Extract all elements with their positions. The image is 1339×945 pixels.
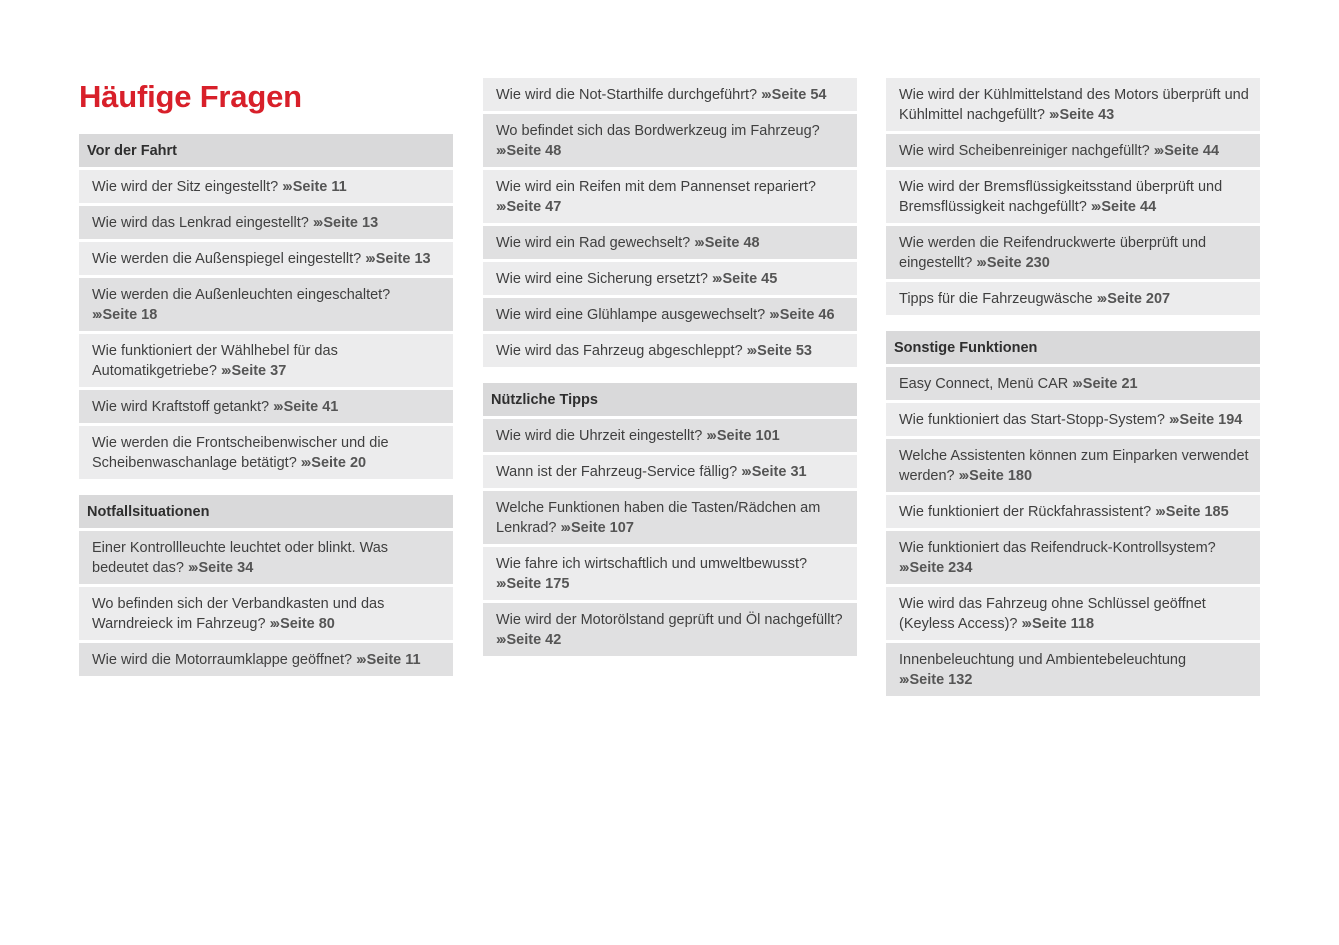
column-1 [79, 134, 453, 692]
faq-question: Wie wird das Fahrzeug abgeschleppt? [496, 343, 743, 359]
faq-item[interactable] [483, 547, 857, 600]
faq-question: Wie werden die Außenspiegel eingestellt? [92, 251, 362, 267]
faq-item[interactable] [886, 282, 1260, 315]
reference-arrow-icon: ››› [899, 560, 908, 576]
page-reference-link[interactable] [273, 399, 338, 415]
page-number: Seite 20 [311, 455, 367, 471]
page-reference-link[interactable] [496, 576, 569, 592]
reference-arrow-icon: ››› [958, 468, 968, 484]
faq-question: Wann ist der Fahrzeug-Service fällig? [496, 464, 738, 480]
page-number: Seite 107 [571, 520, 634, 536]
faq-item[interactable] [886, 170, 1260, 223]
page-number: Seite 18 [102, 307, 158, 323]
page-reference-link[interactable] [747, 343, 812, 359]
page-reference-link[interactable] [706, 428, 779, 444]
page-number: Seite 37 [231, 363, 287, 379]
faq-question: Wie wird ein Rad gewechselt? [496, 235, 691, 251]
faq-item[interactable] [483, 298, 857, 331]
faq-item[interactable] [886, 587, 1260, 640]
faq-question: Wie funktioniert der Wählhebel für das Automatikgetriebe? [92, 343, 338, 379]
page-number: Seite 44 [1164, 143, 1220, 159]
faq-question: Wie wird das Fahrzeug ohne Schlüssel geöffnet (Keyless Access)? [899, 596, 1206, 632]
page-number: Seite 45 [722, 271, 778, 287]
faq-item[interactable] [483, 170, 857, 223]
page-reference-link[interactable] [694, 235, 759, 251]
page-number: Seite 175 [506, 576, 570, 592]
faq-question: Wie wird Kraftstoff getankt? [92, 399, 270, 415]
reference-arrow-icon: ››› [899, 672, 908, 688]
faq-question: Wie wird der Motorölstand geprüft und Öl nachgefüllt? [496, 612, 843, 628]
faq-question: Wie funktioniert das Start-Stopp-System? [899, 412, 1165, 428]
reference-arrow-icon: ››› [694, 235, 703, 251]
faq-section [79, 134, 453, 479]
faq-question: Wie funktioniert der Rückfahrassistent? [899, 504, 1152, 520]
faq-question: Wie wird eine Glühlampe ausgewechselt? [496, 307, 766, 323]
page-number: Seite 101 [716, 428, 780, 444]
page-number: Seite 234 [909, 560, 973, 576]
reference-arrow-icon: ››› [187, 560, 197, 576]
page-reference-link[interactable] [221, 363, 286, 379]
page-number: Seite 54 [771, 87, 827, 103]
column-3 [886, 78, 1260, 712]
reference-arrow-icon: ››› [496, 199, 505, 215]
section-header: Sonstige Funktionen [886, 331, 1260, 364]
faq-question: Wo befinden sich der Verbandkasten und das Warndreieck im Fahrzeug? [92, 596, 385, 632]
reference-arrow-icon: ››› [1021, 616, 1030, 632]
page-reference-link[interactable] [496, 143, 561, 159]
faq-item[interactable] [483, 114, 857, 167]
reference-arrow-icon: ››› [1168, 412, 1178, 428]
page-number: Seite 44 [1101, 199, 1157, 215]
faq-item[interactable] [79, 206, 453, 239]
faq-item[interactable] [483, 455, 857, 488]
page-number: Seite 48 [506, 143, 562, 159]
page-number: Seite 11 [366, 652, 421, 668]
faq-item[interactable] [886, 134, 1260, 167]
faq-item[interactable] [483, 603, 857, 656]
page-reference-link[interactable] [92, 307, 157, 323]
page-number: Seite 41 [283, 399, 339, 415]
page-reference-link[interactable] [313, 215, 378, 231]
faq-question: Einer Kontrollleuchte leuchtet oder blinkt. Was bedeutet das? [92, 540, 389, 576]
page-reference-link[interactable] [976, 255, 1049, 271]
faq-question: Innenbeleuchtung und Ambientebeleuchtung [899, 652, 1187, 668]
faq-question: Wie wird die Motorraumklappe geöffnet? [92, 652, 353, 668]
page-number: Seite 207 [1107, 291, 1171, 307]
reference-arrow-icon: ››› [92, 307, 101, 323]
page-number: Seite 42 [506, 632, 562, 648]
page-reference-link[interactable] [356, 652, 421, 668]
page-title: Häufige Fragen [79, 79, 302, 114]
reference-arrow-icon: ››› [1096, 291, 1106, 307]
page-reference-link[interactable] [365, 251, 430, 267]
reference-arrow-icon: ››› [706, 428, 715, 444]
faq-question: Wie wird eine Sicherung ersetzt? [496, 271, 708, 287]
faq-item[interactable] [79, 643, 453, 676]
page-number: Seite 53 [757, 343, 812, 359]
faq-item[interactable] [79, 242, 453, 275]
reference-arrow-icon: ››› [1048, 107, 1058, 123]
faq-item[interactable] [483, 334, 857, 367]
page-number: Seite 46 [779, 307, 835, 323]
page-reference-link[interactable] [496, 199, 561, 215]
page-number: Seite 80 [280, 616, 335, 632]
reference-arrow-icon: ››› [712, 271, 721, 287]
page-number: Seite 118 [1032, 616, 1095, 632]
page-reference-link[interactable] [761, 87, 826, 103]
page-reference-link[interactable] [188, 560, 253, 576]
faq-section [886, 331, 1260, 696]
reference-arrow-icon: ››› [496, 632, 505, 648]
section-header: Vor der Fahrt [79, 134, 453, 167]
reference-arrow-icon: ››› [496, 143, 505, 159]
faq-item[interactable] [79, 426, 453, 479]
faq-section [886, 78, 1260, 315]
reference-arrow-icon: ››› [365, 251, 374, 267]
reference-arrow-icon: ››› [300, 455, 310, 471]
faq-question: Welche Funktionen haben die Tasten/Rädchen am Lenkrad? [496, 500, 821, 536]
faq-question: Wie wird der Sitz eingestellt? [92, 179, 279, 195]
faq-item[interactable] [79, 170, 453, 203]
reference-arrow-icon: ››› [356, 652, 365, 668]
page-reference-link[interactable] [1091, 199, 1156, 215]
page-reference-link[interactable] [899, 672, 972, 688]
faq-item[interactable] [886, 531, 1260, 584]
faq-item[interactable] [483, 491, 857, 544]
faq-section [483, 383, 857, 656]
faq-question: Wie werden die Außenleuchten eingeschaltet? [92, 287, 391, 303]
faq-item[interactable] [79, 587, 453, 640]
faq-item[interactable] [79, 390, 453, 423]
faq-item[interactable] [886, 643, 1260, 696]
page-reference-link[interactable] [899, 560, 972, 576]
page-number: Seite 34 [198, 560, 254, 576]
reference-arrow-icon: ››› [769, 307, 778, 323]
page-number: Seite 132 [909, 672, 973, 688]
faq-item[interactable] [79, 334, 453, 387]
reference-arrow-icon: ››› [312, 215, 322, 231]
page-reference-link[interactable] [1097, 291, 1170, 307]
page-reference-link[interactable] [1155, 504, 1228, 520]
faq-section [483, 78, 857, 367]
faq-question: Wie werden die Frontscheibenwischer und die Scheibenwaschanlage betätigt? [92, 435, 389, 471]
reference-arrow-icon: ››› [220, 363, 230, 379]
faq-question: Wie werden die Reifendruckwerte überprüft und eingestellt? [899, 235, 1207, 271]
reference-arrow-icon: ››› [976, 255, 985, 271]
page-reference-link[interactable] [959, 468, 1032, 484]
faq-question: Wie wird das Lenkrad eingestellt? [92, 215, 309, 231]
faq-question: Wie funktioniert das Reifendruck-Kontrollsystem? [899, 540, 1216, 556]
page-reference-link[interactable] [769, 307, 834, 323]
faq-question: Wie wird die Not-Starthilfe durchgeführt? [496, 87, 758, 103]
faq-question: Wo befindet sich das Bordwerkzeug im Fahrzeug? [496, 123, 820, 139]
page-number: Seite 21 [1082, 376, 1138, 392]
page-number: Seite 180 [969, 468, 1033, 484]
page-number: Seite 48 [704, 235, 760, 251]
reference-arrow-icon: ››› [1155, 504, 1164, 520]
page-reference-link[interactable] [1072, 376, 1137, 392]
faq-question: Wie wird der Bremsflüssigkeitsstand überprüft und Bremsflüssigkeit nachgefüllt? [899, 179, 1223, 215]
reference-arrow-icon: ››› [496, 576, 505, 592]
page-reference-link[interactable] [1154, 143, 1219, 159]
reference-arrow-icon: ››› [746, 343, 756, 359]
section-header: Notfallsituationen [79, 495, 453, 528]
page-number: Seite 13 [323, 215, 379, 231]
reference-arrow-icon: ››› [282, 179, 291, 195]
page-reference-link[interactable] [712, 271, 777, 287]
faq-item[interactable] [79, 531, 453, 584]
faq-question: Welche Assistenten können zum Einparken verwendet werden? [899, 448, 1249, 484]
page-reference-link[interactable] [270, 616, 335, 632]
page-reference-link[interactable] [496, 632, 561, 648]
reference-arrow-icon: ››› [269, 616, 279, 632]
page-number: Seite 230 [986, 255, 1050, 271]
page-reference-link[interactable] [561, 520, 634, 536]
faq-item[interactable] [886, 495, 1260, 528]
page-reference-link[interactable] [1169, 412, 1242, 428]
reference-arrow-icon: ››› [560, 520, 569, 536]
faq-question: Wie wird der Kühlmittelstand des Motors überprüft und Kühlmittel nachgefüllt? [899, 87, 1249, 123]
faq-item[interactable] [886, 367, 1260, 400]
faq-item[interactable] [886, 403, 1260, 436]
faq-section [79, 495, 453, 676]
reference-arrow-icon: ››› [1153, 143, 1163, 159]
page-reference-link[interactable] [1049, 107, 1114, 123]
faq-item[interactable] [886, 226, 1260, 279]
reference-arrow-icon: ››› [741, 464, 750, 480]
faq-question: Easy Connect, Menü CAR [899, 376, 1069, 392]
reference-arrow-icon: ››› [1090, 199, 1100, 215]
faq-item[interactable] [483, 262, 857, 295]
reference-arrow-icon: ››› [273, 399, 282, 415]
reference-arrow-icon: ››› [1072, 376, 1081, 392]
reference-arrow-icon: ››› [761, 87, 770, 103]
faq-item[interactable] [483, 226, 857, 259]
faq-question: Tipps für die Fahrzeugwäsche [899, 291, 1093, 307]
faq-question: Wie wird die Uhrzeit eingestellt? [496, 428, 703, 444]
page-number: Seite 31 [751, 464, 807, 480]
page-number: Seite 47 [506, 199, 562, 215]
page-reference-link[interactable] [741, 464, 806, 480]
section-header: Nützliche Tipps [483, 383, 857, 416]
page-number: Seite 11 [292, 179, 347, 195]
page-number: Seite 13 [375, 251, 431, 267]
page-number: Seite 43 [1059, 107, 1115, 123]
faq-item[interactable] [483, 78, 857, 111]
column-2 [483, 78, 857, 672]
faq-question: Wie wird ein Reifen mit dem Pannenset repariert? [496, 179, 816, 195]
page-number: Seite 185 [1165, 504, 1229, 520]
faq-item[interactable] [79, 278, 453, 331]
page-reference-link[interactable] [301, 455, 366, 471]
page-reference-link[interactable] [282, 179, 347, 195]
faq-item[interactable] [483, 419, 857, 452]
faq-question: Wie wird Scheibenreiniger nachgefüllt? [899, 143, 1150, 159]
faq-item[interactable] [886, 439, 1260, 492]
page-reference-link[interactable] [1022, 616, 1095, 632]
faq-item[interactable] [886, 78, 1260, 131]
faq-question: Wie fahre ich wirtschaftlich und umweltbewusst? [496, 556, 808, 572]
page-number: Seite 194 [1179, 412, 1243, 428]
